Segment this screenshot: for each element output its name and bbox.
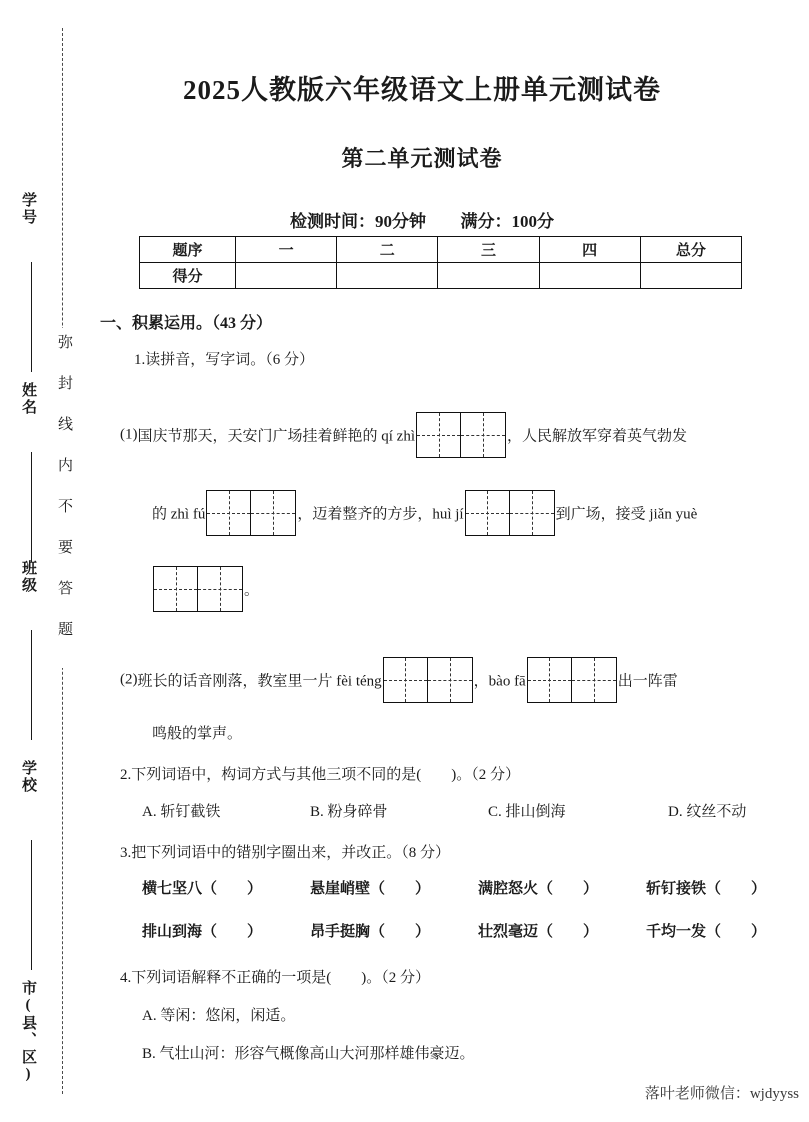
q1-sub1-text-d: ，迈着整齐的方步，huì jí	[297, 506, 464, 523]
grid-cell[interactable]	[510, 491, 554, 535]
q1-sub2-text-c: 出一阵雷	[617, 673, 678, 690]
score-input-cell-3[interactable]	[539, 263, 640, 289]
seal-divider-2	[31, 452, 32, 562]
question-1-sub-2-line-1	[120, 657, 678, 703]
idiom-item[interactable]: 排山到海（ ）	[142, 924, 263, 940]
idiom-item[interactable]: 横七坚八（ ）	[142, 881, 263, 897]
question-3-stem: 3.把下列词语中的错别字圈出来，并改正。（8 分）	[120, 845, 451, 861]
question-4-option-a[interactable]: A. 等闲：悠闲，闲适。	[142, 1008, 296, 1024]
grid-cell[interactable]	[528, 658, 572, 702]
question-1-sub-2-line-2: 鸣般的掌声。	[152, 726, 243, 742]
idiom-item[interactable]: 昂手挺胸（ ）	[310, 924, 431, 940]
exam-meta-line	[92, 207, 752, 232]
question-1-stem: 1.读拼音，写字词。（6 分）	[134, 352, 315, 368]
score-table-col-1: 二	[337, 237, 438, 263]
q1-sub2-text-b: ，bào fā	[473, 673, 526, 690]
idiom-item[interactable]: 斩钉接铁（ ）	[646, 881, 767, 897]
question-4-stem: 4.下列词语解释不正确的一项是( )。（2 分）	[120, 970, 430, 986]
grid-cell[interactable]	[207, 491, 251, 535]
q1-sub1-text-a: 国庆节那天，天安门广场挂着鲜艳的 qí zhì	[137, 428, 415, 445]
option-b[interactable]: B. 粉身碎骨	[310, 804, 388, 820]
table-row	[140, 237, 742, 263]
question-1-sub-1-line-2	[152, 490, 697, 536]
q1-sub2-label: (2)	[120, 671, 138, 688]
answer-grid-huiji[interactable]	[465, 490, 555, 536]
option-c[interactable]: C. 排山倒海	[488, 804, 566, 820]
score-table-col-4: 总分	[640, 237, 741, 263]
exam-sheet	[92, 0, 809, 1122]
q1-sub1-text-e: 到广场，接受 jiǎn yuè	[555, 506, 698, 523]
exam-duration-label: 检测时间：90分钟	[290, 212, 426, 231]
answer-grid-jianyue[interactable]	[153, 566, 243, 612]
score-table-col-3: 四	[539, 237, 640, 263]
score-table-row-label-0: 题序	[140, 237, 236, 263]
question-3-row-2	[142, 920, 809, 941]
option-a[interactable]: A. 斩钉截铁	[142, 804, 221, 820]
grid-cell[interactable]	[154, 567, 198, 611]
seal-divider-4	[31, 840, 32, 970]
idiom-item[interactable]: 壮烈毫迈（ ）	[478, 924, 599, 940]
exam-total-score-label: 满分：100分	[460, 212, 554, 231]
q1-sub2-text-a: 班长的话音刚落，教室里一片 fèi téng	[137, 673, 382, 690]
score-input-cell-4[interactable]	[640, 263, 741, 289]
grid-cell[interactable]	[461, 413, 505, 457]
answer-grid-zhifu[interactable]	[206, 490, 296, 536]
score-table-col-2: 三	[438, 237, 539, 263]
question-1-sub-1-line-1	[120, 412, 687, 458]
grid-cell[interactable]	[198, 567, 242, 611]
question-3-row-1	[142, 877, 809, 898]
section-title-one: 一、积累运用。（43 分）	[100, 315, 273, 332]
grid-cell[interactable]	[466, 491, 510, 535]
seal-divider-3	[31, 630, 32, 740]
q1-sub1-text-c: 的 zhì fú	[152, 506, 206, 523]
seal-divider-1	[31, 262, 32, 372]
page-title: 2025人教版六年级语文上册单元测试卷	[183, 75, 661, 105]
question-2-stem: 2.下列词语中，构词方式与其他三项不同的是( )。（2 分）	[120, 767, 520, 783]
sealing-line-text: 弥封线内不要答题	[54, 328, 75, 668]
seal-label-student-id: 学号	[20, 192, 36, 226]
question-1-sub-1-line-3	[152, 566, 259, 612]
answer-grid-feiteng[interactable]	[383, 657, 473, 703]
seal-label-city-district: 市(县、区)	[20, 980, 36, 1084]
option-d[interactable]: D. 纹丝不动	[668, 804, 747, 820]
grid-cell[interactable]	[251, 491, 295, 535]
grid-cell[interactable]	[428, 658, 472, 702]
score-table-col-0: 一	[236, 237, 337, 263]
question-4-option-b[interactable]: B. 气壮山河：形容气概像高山大河那样雄伟豪迈。	[142, 1046, 475, 1062]
unit-subtitle: 第二单元测试卷	[341, 146, 503, 171]
score-input-cell-1[interactable]	[337, 263, 438, 289]
seal-label-name: 姓名	[20, 382, 36, 416]
idiom-item[interactable]: 千均一发（ ）	[646, 924, 767, 940]
grid-cell[interactable]	[572, 658, 616, 702]
score-input-cell-0[interactable]	[236, 263, 337, 289]
grid-cell[interactable]	[384, 658, 428, 702]
seal-label-school: 学校	[20, 760, 36, 794]
idiom-item[interactable]: 悬崖峭壁（ ）	[310, 881, 431, 897]
idiom-item[interactable]: 满腔怒火（ ）	[478, 881, 599, 897]
watermark-note: 落叶老师微信：wjdyyss	[644, 1086, 799, 1102]
question-2-options	[142, 800, 746, 821]
sealing-margin	[0, 0, 92, 1122]
grid-cell[interactable]	[417, 413, 461, 457]
table-row	[140, 263, 742, 289]
answer-grid-qizhi[interactable]	[416, 412, 506, 458]
seal-label-class: 班级	[20, 560, 36, 594]
q1-sub1-text-b: ，人民解放军穿着英气勃发	[507, 428, 688, 445]
score-input-cell-2[interactable]	[438, 263, 539, 289]
q1-sub1-text-f: 。	[244, 582, 260, 599]
score-table	[139, 236, 742, 289]
q1-sub1-label: (1)	[120, 426, 138, 443]
score-table-row-label-1: 得分	[140, 263, 236, 289]
answer-grid-baofa[interactable]	[527, 657, 617, 703]
